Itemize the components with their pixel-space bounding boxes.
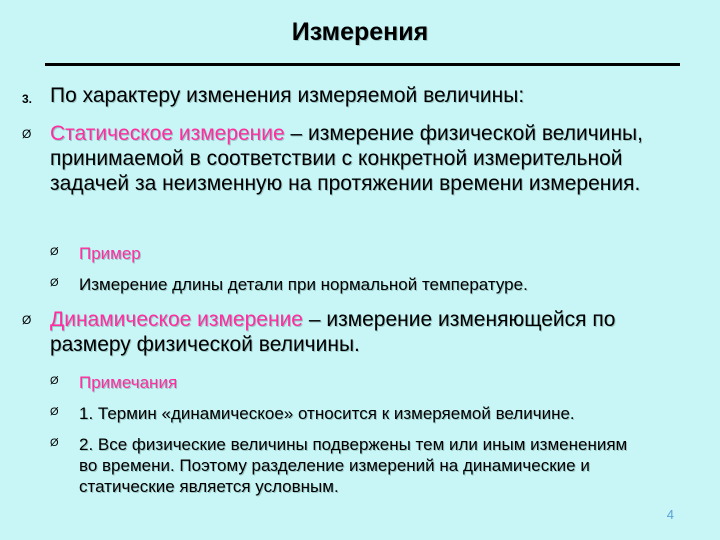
item-number: 3.	[22, 92, 33, 106]
definition-dynamic: – измерение изменяющейся по размеру физической величины.	[50, 308, 616, 356]
chevron-bullet-icon: Ø	[50, 246, 59, 258]
page-number: 4	[666, 507, 674, 522]
chevron-bullet-icon: Ø	[50, 277, 59, 289]
title-divider	[45, 63, 680, 66]
item-text: По характеру изменения измеряемой величины:	[50, 84, 525, 107]
term-static: Статическое измерение	[50, 122, 285, 145]
item-text: 2. Все физические величины подвержены тем или иным изменениям во времени. Поэтому разделение измерений на динамические и статические является условным.	[79, 435, 628, 497]
slide-title: Измерения	[291, 18, 429, 46]
chevron-bullet-icon: Ø	[50, 406, 59, 418]
term-dynamic: Динамическое измерение	[50, 308, 303, 331]
chevron-bullet-icon: Ø	[50, 375, 59, 387]
item-text: Примечания	[79, 373, 178, 392]
item-text: Измерение длины детали при нормальной температуре.	[79, 275, 528, 294]
definition-static: – измерение физической величины, принимаемой в соответствии с конкретной измерительной задачей за неизменную на протяжении времени измерения.	[50, 122, 643, 195]
chevron-bullet-icon: Ø	[50, 437, 59, 449]
item-text: Пример	[79, 244, 141, 263]
chevron-bullet-icon: Ø	[22, 313, 32, 327]
item-text	[50, 122, 670, 196]
item-text: 1. Термин «динамическое» относится к измеряемой величине.	[79, 404, 575, 423]
item-text	[50, 308, 670, 358]
chevron-bullet-icon: Ø	[22, 127, 32, 141]
